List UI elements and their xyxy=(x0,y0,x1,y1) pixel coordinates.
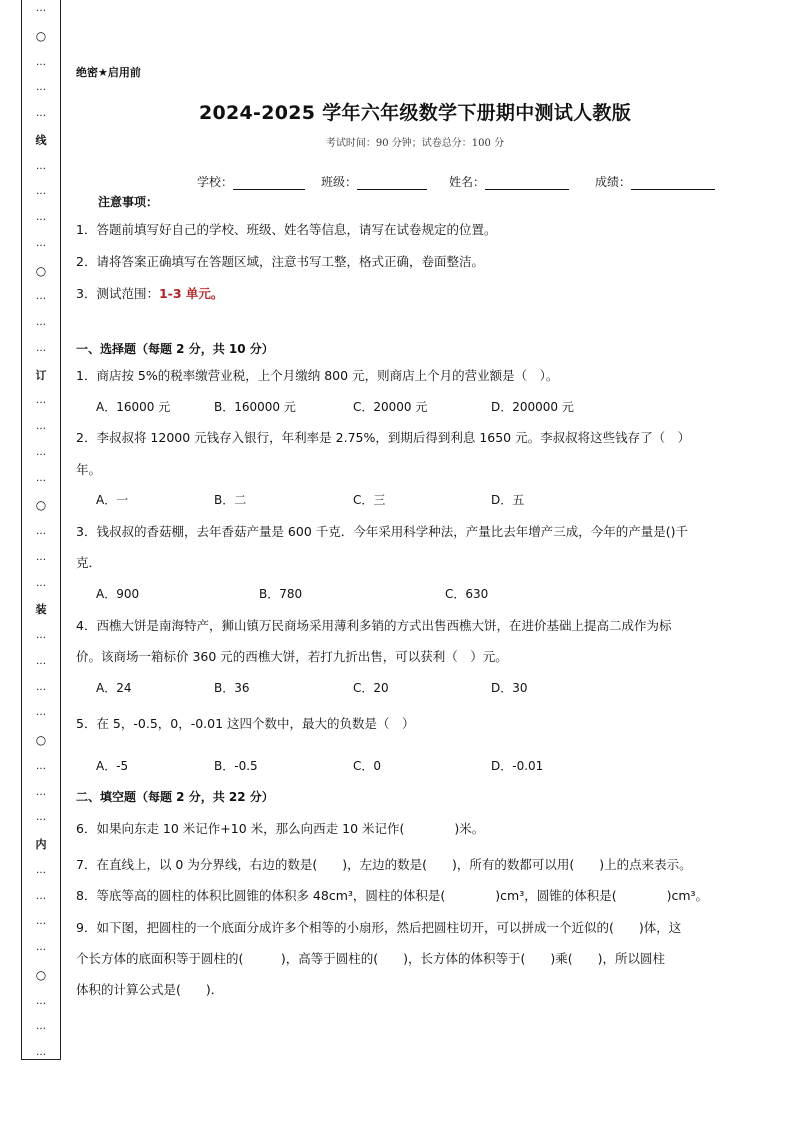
question-2-line-1: 2．李叔叔将 12000 元钱存入银行，年利率是 2.75%，到期后得到利息 1650 元。李叔叔将这些钱存了（ ） xyxy=(76,430,691,445)
binding-dots: … xyxy=(36,317,46,328)
question-8: 8．等底等高的圆柱的体积比圆锥的体积多 48cm³，圆柱的体积是( )cm³，圆锥的体积是( )cm³。 xyxy=(76,888,709,903)
school-label: 学校： xyxy=(197,175,234,189)
confidential-label: 绝密★启用前 xyxy=(76,66,141,79)
question-4-line-2: 价。该商场一箱标价 360 元的西樵大饼，若打九折出售，可以获利（ ）元。 xyxy=(76,649,508,664)
binding-dots: … xyxy=(36,1047,46,1058)
binding-margin-strip xyxy=(30,4,52,1058)
note-item-3 xyxy=(76,284,223,302)
exam-subtitle: 考试时间：90 分钟；试卷总分：100 分 xyxy=(325,138,505,149)
binding-word: 装 xyxy=(35,603,47,617)
binding-dots: … xyxy=(36,421,46,432)
question-3-line-1: 3．钱叔叔的香菇棚，去年香菇产量是 600 千克．今年采用科学种法，产量比去年增产三成，今年的产量是()千 xyxy=(76,524,689,539)
class-blank[interactable] xyxy=(357,176,427,190)
q3-option-a[interactable]: A．900 xyxy=(96,587,140,601)
q2-option-a[interactable]: A．一 xyxy=(96,493,129,507)
q1-option-a[interactable]: A．16000 元 xyxy=(96,400,171,414)
section-1-heading: 一、选择题（每题 2 分，共 10 分） xyxy=(76,342,274,356)
q2-option-b[interactable]: B．二 xyxy=(214,493,247,507)
question-9-line-2: 个长方体的底面积等于圆柱的( )，高等于圆柱的( )，长方体的体积等于( )乘( )，所以圆柱 xyxy=(76,951,666,966)
q4-option-c[interactable]: C．20 xyxy=(353,681,389,695)
test-range: 1-3 单元。 xyxy=(158,286,224,301)
binding-word: 内 xyxy=(35,838,47,851)
binding-dots: … xyxy=(36,812,46,824)
name-blank[interactable] xyxy=(485,176,569,190)
binding-dots: … xyxy=(36,942,46,953)
binding-dots: … xyxy=(36,186,46,198)
binding-dots: … xyxy=(36,786,46,798)
class-field[interactable] xyxy=(321,173,427,190)
binding-dots: … xyxy=(36,1021,46,1033)
question-4-line-1: 4．西樵大饼是南海特产，狮山镇万民商场采用薄利多销的方式出售西樵大饼，在进价基础上提高二成作为标 xyxy=(76,618,672,633)
q2-option-c[interactable]: C．三 xyxy=(353,493,386,507)
question-9-line-1: 9．如下图，把圆柱的一个底面分成许多个相等的小扇形，然后把圆柱切开，可以拼成一个近似的( )体，这 xyxy=(76,920,682,935)
binding-circle-icon: ○ xyxy=(35,498,47,513)
binding-circle-icon: ○ xyxy=(35,733,47,747)
note-item-3-prefix: 3．测试范围： xyxy=(76,286,159,301)
question-5: 5．在 5，-0.5，0，-0.01 这四个数中，最大的负数是（ ） xyxy=(76,716,415,731)
binding-dots: … xyxy=(36,395,46,407)
binding-dots: … xyxy=(36,56,46,68)
binding-dots: … xyxy=(36,237,46,249)
section-2-heading: 二、填空题（每题 2 分，共 22 分） xyxy=(76,790,274,804)
binding-dots: … xyxy=(36,995,46,1007)
binding-dots: … xyxy=(36,342,46,354)
exam-title: 2024-2025 学年六年级数学下册期中测试人教版 xyxy=(198,102,632,124)
note-item-2: 2．请将答案正确填写在答题区域，注意书写工整，格式正确，卷面整洁。 xyxy=(76,254,484,269)
class-label: 班级： xyxy=(321,175,358,189)
name-field[interactable] xyxy=(449,173,569,190)
binding-dots: … xyxy=(36,3,46,14)
question-9-line-3: 体积的计算公式是( )． xyxy=(76,982,224,997)
binding-dots: … xyxy=(36,526,46,537)
binding-dots: … xyxy=(36,82,46,94)
binding-dots: … xyxy=(36,864,46,876)
q3-option-b[interactable]: B．780 xyxy=(259,587,303,601)
question-1: 1．商店按 5%的税率缴营业税，上个月缴纳 800 元，则商店上个月的营业额是（ ）。 xyxy=(76,368,559,383)
binding-dots: … xyxy=(36,707,46,719)
question-3-line-2: 克． xyxy=(76,555,102,570)
binding-word: 线 xyxy=(35,133,47,147)
binding-dots: … xyxy=(36,108,46,119)
binding-dots: … xyxy=(36,681,46,693)
binding-dots: … xyxy=(36,160,46,172)
question-7: 7．在直线上，以 0 为分界线，右边的数是( )，左边的数是( )，所有的数都可以用( )上的点来表示。 xyxy=(76,857,692,872)
score-blank[interactable] xyxy=(631,176,715,190)
binding-dots: … xyxy=(36,760,46,772)
notes-heading: 注意事项： xyxy=(98,195,159,209)
binding-dots: … xyxy=(36,212,46,223)
q5-option-b[interactable]: B．-0.5 xyxy=(214,759,258,773)
question-6: 6．如果向东走 10 米记作+10 米，那么向西走 10 米记作( )米。 xyxy=(76,821,485,836)
score-label: 成绩： xyxy=(595,175,632,189)
binding-dots: … xyxy=(36,890,46,902)
question-2-line-2: 年。 xyxy=(76,462,102,477)
binding-dots: … xyxy=(36,577,46,589)
score-field[interactable] xyxy=(595,173,715,190)
q5-option-d[interactable]: D．-0.01 xyxy=(491,759,544,773)
q5-option-c[interactable]: C．0 xyxy=(353,759,382,773)
q4-option-d[interactable]: D．30 xyxy=(491,681,528,695)
q4-option-a[interactable]: A．24 xyxy=(96,681,132,695)
binding-circle-icon: ○ xyxy=(35,967,47,982)
binding-dots: … xyxy=(36,551,46,563)
q1-option-c[interactable]: C．20000 元 xyxy=(353,400,428,414)
school-field[interactable] xyxy=(197,173,305,190)
q2-option-d[interactable]: D．五 xyxy=(491,493,525,507)
binding-dots: … xyxy=(36,446,46,458)
binding-word: 订 xyxy=(35,368,47,382)
note-item-1: 1．答题前填写好自己的学校、班级、姓名等信息，请写在试卷规定的位置。 xyxy=(76,222,497,237)
q3-option-c[interactable]: C．630 xyxy=(445,587,489,601)
q5-option-a[interactable]: A．-5 xyxy=(96,759,129,773)
q4-option-b[interactable]: B．36 xyxy=(214,681,250,695)
q1-option-b[interactable]: B．160000 元 xyxy=(214,400,296,414)
binding-dots: … xyxy=(36,472,46,484)
binding-circle-icon: ○ xyxy=(35,28,47,43)
binding-dots: … xyxy=(36,655,46,667)
binding-circle-icon: ○ xyxy=(35,263,47,278)
binding-dots: … xyxy=(36,916,46,928)
q1-option-d[interactable]: D．200000 元 xyxy=(491,400,574,414)
name-label: 姓名： xyxy=(449,175,486,189)
binding-dots: … xyxy=(36,630,46,641)
school-blank[interactable] xyxy=(233,176,305,190)
binding-dots: … xyxy=(36,291,46,303)
